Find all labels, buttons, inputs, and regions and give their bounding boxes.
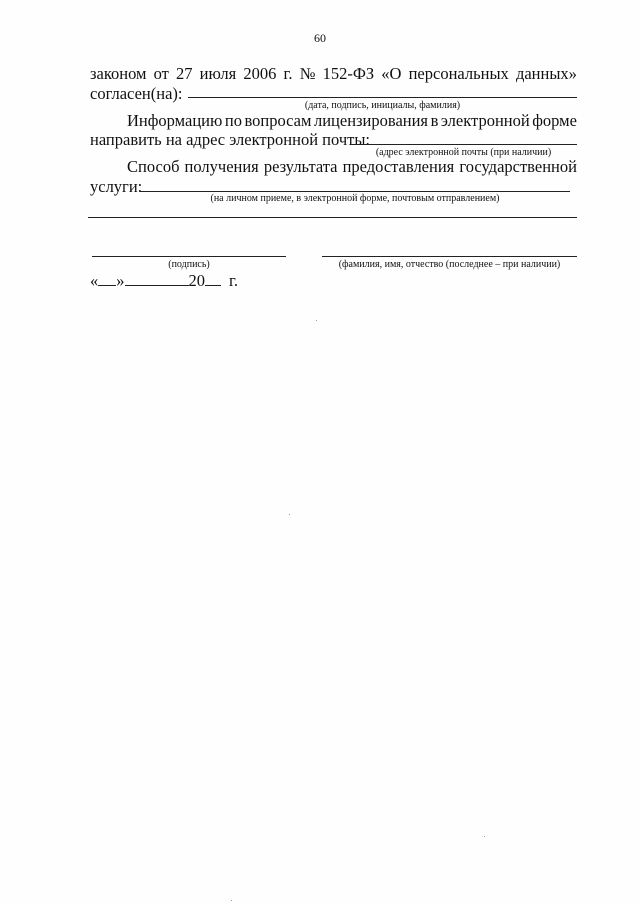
- result-word: получения: [184, 157, 259, 176]
- result-word: результата: [263, 157, 338, 176]
- year-suffix: г.: [229, 271, 239, 290]
- consent-word: «О: [381, 64, 402, 83]
- email-line-1: [127, 111, 577, 131]
- consent-word: №: [299, 64, 316, 83]
- month-field[interactable]: [125, 271, 189, 286]
- scan-speck: [484, 836, 485, 837]
- year-field[interactable]: [205, 271, 221, 286]
- consent-line-1: [90, 64, 577, 84]
- page-number: 60: [314, 31, 326, 45]
- result-method-field[interactable]: [140, 191, 570, 192]
- email-field[interactable]: [350, 144, 577, 145]
- consent-word: 2006: [243, 64, 277, 83]
- email-word: Информацию: [127, 111, 223, 130]
- scan-speck: [231, 900, 232, 901]
- consent-signature-field[interactable]: [188, 97, 577, 98]
- consent-word: данных»: [515, 64, 577, 83]
- email-caption: (адрес электронной почты (при наличии): [375, 147, 552, 158]
- email-word: в: [430, 111, 439, 130]
- consent-word: 27: [176, 64, 193, 83]
- consent-word: персональных: [408, 64, 509, 83]
- email-label: направить на адрес электронной почты:: [90, 130, 371, 149]
- result-method-field-continuation[interactable]: [88, 217, 577, 218]
- signature-field[interactable]: [92, 256, 286, 257]
- result-line-1: [127, 157, 577, 177]
- result-word: Способ: [127, 157, 180, 176]
- result-label: услуги:: [90, 177, 143, 196]
- full-name-field[interactable]: [322, 256, 577, 257]
- scan-speck: [316, 320, 317, 321]
- consent-caption: (дата, подпись, инициалы, фамилия): [304, 100, 461, 111]
- result-word: государственной: [459, 157, 577, 176]
- consent-word: июля: [199, 64, 237, 83]
- date-open-quote: «: [90, 271, 99, 290]
- date-close-quote: »: [116, 271, 125, 290]
- email-word: по: [224, 111, 242, 130]
- email-word: форме: [532, 111, 577, 130]
- day-field[interactable]: [98, 271, 116, 286]
- date-line: [90, 271, 238, 291]
- result-caption: (на личном приеме, в электронной форме, почтовым отправлением): [210, 193, 500, 204]
- signature-caption: (подпись): [168, 259, 210, 270]
- email-word: вопросам: [244, 111, 312, 130]
- year-prefix: 20: [188, 271, 205, 290]
- full-name-caption: (фамилия, имя, отчество (последнее – при наличии): [338, 259, 561, 270]
- consent-word: законом: [90, 64, 147, 83]
- consent-word: 152-ФЗ: [322, 64, 375, 83]
- result-word: предоставления: [342, 157, 455, 176]
- email-word: лицензирования: [313, 111, 429, 130]
- scan-speck: [289, 514, 290, 515]
- consent-word: г.: [283, 64, 293, 83]
- consent-word: от: [153, 64, 169, 83]
- consent-label: согласен(на):: [90, 84, 183, 103]
- email-word: электронной: [440, 111, 530, 130]
